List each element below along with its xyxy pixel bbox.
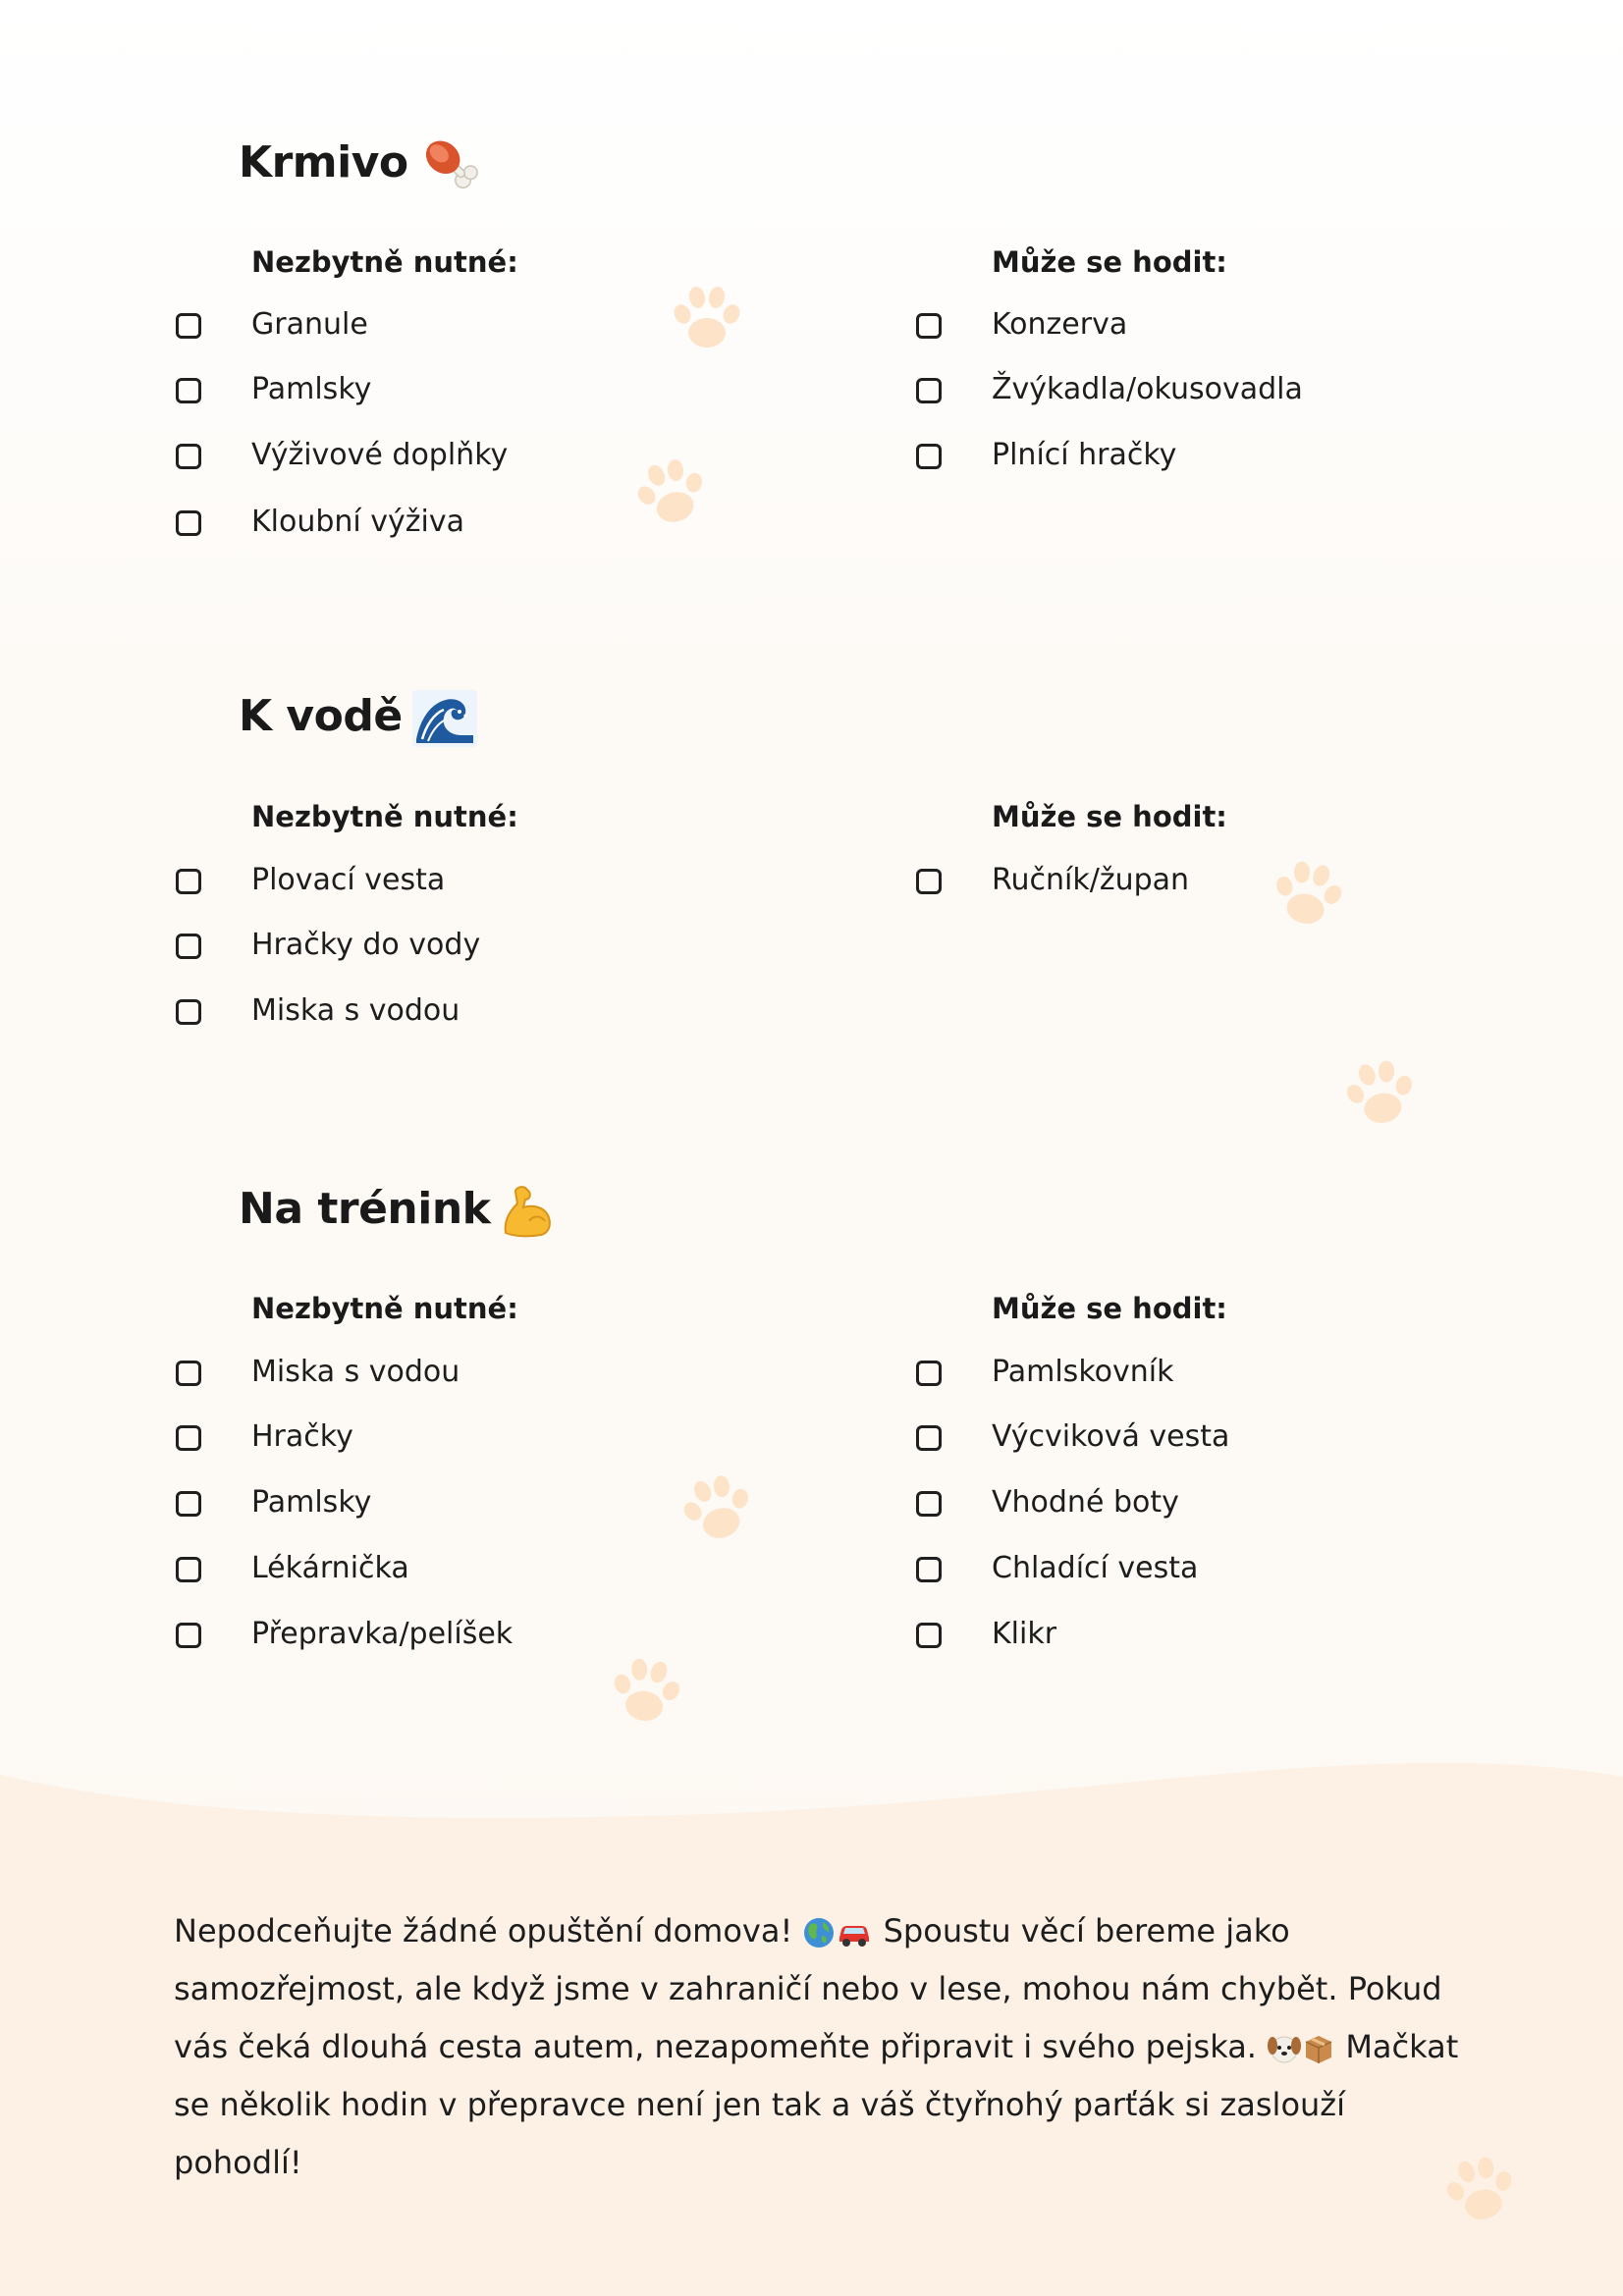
checkbox[interactable] xyxy=(176,869,201,894)
paw-print-icon xyxy=(602,1648,690,1736)
checkbox[interactable] xyxy=(176,510,201,536)
checkbox[interactable] xyxy=(176,313,201,339)
checkbox[interactable] xyxy=(916,1623,942,1648)
section-title: Krmivo xyxy=(239,134,479,195)
paw-print-icon xyxy=(670,1462,766,1558)
checkbox[interactable] xyxy=(916,1491,942,1517)
checkbox[interactable] xyxy=(176,999,201,1025)
checkbox[interactable] xyxy=(176,934,201,959)
globe-icon xyxy=(802,1916,836,1949)
paw-print-icon xyxy=(1263,850,1354,941)
optional-heading: Může se hodit: xyxy=(992,1292,1227,1325)
section-title: K vodě xyxy=(239,690,477,747)
checkbox[interactable] xyxy=(916,378,942,403)
flexed-biceps-icon xyxy=(500,1182,557,1241)
checkbox[interactable] xyxy=(176,1491,201,1517)
optional-heading: Může se hodit: xyxy=(992,800,1227,833)
checkbox[interactable] xyxy=(176,1361,201,1386)
dog-face-icon xyxy=(1267,2032,1302,2065)
checkbox[interactable] xyxy=(916,1425,942,1451)
checkbox[interactable] xyxy=(916,313,942,339)
checkbox[interactable] xyxy=(176,1425,201,1451)
section-title: Na trénink xyxy=(239,1182,557,1241)
required-heading: Nezbytně nutné: xyxy=(251,1292,518,1325)
footer-paragraph: Nepodceňujte žádné opuštění domova! Spoustu věcí bereme jako samozřejmost, ale když jsme v zahraničí nebo v lese, mohou nám chybět. Pokud vás čeká dlouhá cesta autem, nezapomeňte připravit i svého pejska. Mačkat se několik hodin v přepravce není jen tak a váš čtyřnohý parťák si zaslouží pohodlí! xyxy=(174,1912,1459,2181)
checkbox[interactable] xyxy=(916,1361,942,1386)
checkbox[interactable] xyxy=(916,444,942,469)
checkbox[interactable] xyxy=(176,378,201,403)
paw-print-icon xyxy=(668,280,746,358)
checkbox[interactable] xyxy=(176,1557,201,1582)
wave-icon xyxy=(412,690,477,747)
paw-print-icon xyxy=(623,446,720,542)
meat-on-bone-icon xyxy=(418,134,479,195)
paw-print-icon xyxy=(1335,1049,1427,1141)
checkbox[interactable] xyxy=(176,1623,201,1648)
optional-heading: Může se hodit: xyxy=(992,245,1227,279)
paw-print-icon xyxy=(1434,2145,1528,2238)
package-icon xyxy=(1302,2032,1335,2065)
checkbox[interactable] xyxy=(916,869,942,894)
car-icon xyxy=(836,1918,873,1948)
required-heading: Nezbytně nutné: xyxy=(251,245,518,279)
checkbox[interactable] xyxy=(176,444,201,469)
required-heading: Nezbytně nutné: xyxy=(251,800,518,833)
checkbox[interactable] xyxy=(916,1557,942,1582)
